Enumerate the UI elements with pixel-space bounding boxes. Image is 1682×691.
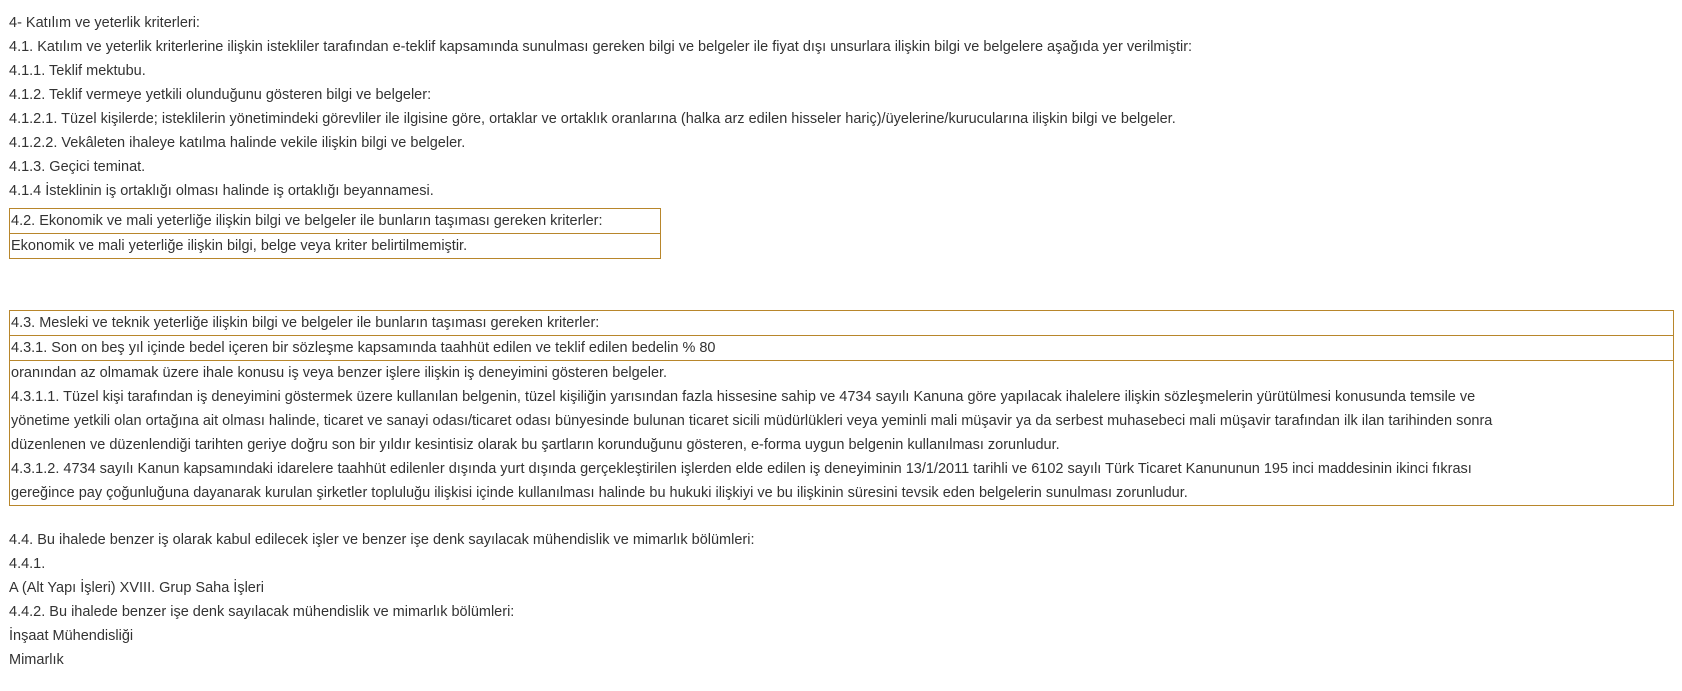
section-title: 4- Katılım ve yeterlik kriterleri: <box>9 15 200 31</box>
list-item: 4.1.3. Geçici teminat. <box>9 159 146 175</box>
economic-criteria-body: Ekonomik ve mali yeterliğe ilişkin bilgi, belge veya kriter belirtilmemiştir. <box>11 238 468 254</box>
list-item: 4.1.4 İsteklinin iş ortaklığı olması halinde iş ortaklığı beyannamesi. <box>9 183 434 199</box>
list-item: 4.4. Bu ihalede benzer iş olarak kabul edilecek işler ve benzer işe denk sayılacak mühendislik ve mimarlık bölümleri: <box>9 532 755 548</box>
economic-criteria-box <box>9 208 661 259</box>
list-item: 4.4.2. Bu ihalede benzer işe denk sayılacak mühendislik ve mimarlık bölümleri: <box>9 604 515 620</box>
technical-criteria-line: oranından az olmamak üzere ihale konusu iş veya benzer işlere ilişkin iş deneyimini gösteren belgeler. <box>11 365 668 381</box>
document-page <box>9 11 1674 672</box>
technical-criteria-box <box>9 310 1674 506</box>
technical-criteria-heading: 4.3. Mesleki ve teknik yeterliğe ilişkin bilgi ve belgeler ile bunların taşıması gereken kriterler: <box>10 311 1673 336</box>
technical-criteria-line: 4.3.1.1. Tüzel kişi tarafından iş deneyimini göstermek üzere kullanılan belgenin, tüzel kişiliğin yarısından fazla hissesine sahip ve 4734 sayılı Kanuna göre yapılacak ihalelere ilişkin sözleşmelerin yürütülmesi konusunda temsile ve <box>11 389 1476 405</box>
list-item: 4.4.1. <box>9 556 46 572</box>
technical-criteria-subheading: 4.3.1. Son on beş yıl içinde bedel içeren bir sözleşme kapsamında taahhüt edilen ve teklif edilen bedelin % 80 <box>10 336 1673 361</box>
list-item: Mimarlık <box>9 652 64 668</box>
similar-works-list <box>9 528 1674 672</box>
technical-criteria-line: yönetime yetkili olan ortağına ait olması halinde, ticaret ve sanayi odası/ticaret odası bünyesinde bulunan ticaret sicili müdürlükleri veya yeminli mali müşavir ya da serbest muhasebeci mali müşavir tarafından ilk ilan tarihinden sonra <box>11 413 1493 429</box>
technical-criteria-line: düzenlenen ve düzenlendiği tarihten geriye doğru son bir yıldır kesintisiz olarak bu şartların korunduğunu gösteren, e-forma uygun belgenin kullanılması zorunludur. <box>11 437 1060 453</box>
economic-criteria-heading: 4.2. Ekonomik ve mali yeterliğe ilişkin bilgi ve belgeler ile bunların taşıması gereken kriterler: <box>10 209 660 234</box>
list-item: A (Alt Yapı İşleri) XVIII. Grup Saha İşleri <box>9 580 264 596</box>
technical-criteria-line: 4.3.1.2. 4734 sayılı Kanun kapsamındaki idarelere taahhüt edilenler dışında yurt dışında gerçekleştirilen işlerden elde edilen iş deneyiminin 13/1/2011 tarihli ve 6102 sayılı Türk Ticaret Kanununun 195 inci maddesinin ikinci fıkrası <box>11 461 1472 477</box>
criteria-list-4-1 <box>9 59 1674 203</box>
list-item: 4.1.2.2. Vekâleten ihaleye katılma halinde vekile ilişkin bilgi ve belgeler. <box>9 135 466 151</box>
list-item: 4.1.2. Teklif vermeye yetkili olunduğunu gösteren bilgi ve belgeler: <box>9 87 432 103</box>
list-item: 4.1.2.1. Tüzel kişilerde; isteklilerin yönetimindeki görevliler ile ilgisine göre, ortaklar ve ortaklık oranlarına (halka arz edilen hisseler hariç)/üyelerine/kurucularına ilişkin bilgi ve belgeler. <box>9 111 1176 127</box>
list-item: İnşaat Mühendisliği <box>9 628 134 644</box>
technical-criteria-line: gereğince pay çoğunluğuna dayanarak kurulan şirketler topluluğu ilişkisi içinde kullanılması halinde bu hukuki ilişkiyi ve bu ilişkinin süresini tevsik eden belgelerin sunulması zorunludur. <box>11 485 1188 501</box>
section-intro: 4.1. Katılım ve yeterlik kriterlerine ilişkin istekliler tarafından e-teklif kapsamında sunulması gereken bilgi ve belgeler ile fiyat dışı unsurlara ilişkin bilgi ve belgelere aşağıda yer verilmiştir: <box>9 39 1193 55</box>
list-item: 4.1.1. Teklif mektubu. <box>9 63 146 79</box>
